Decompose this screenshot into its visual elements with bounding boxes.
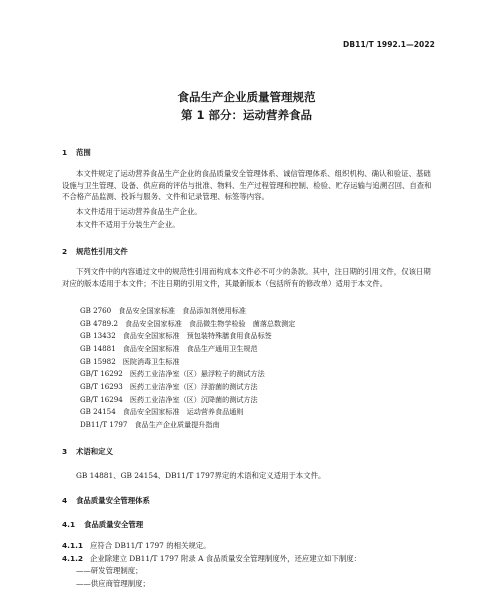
- subsection-4-1-heading: [62, 519, 143, 530]
- references-intro: 下列文件中的内容通过文中的规范性引用而构成本文件必不可少的条款。其中，注日期的引用文件，仅该日期对应的版本适用于本文件；不注日期的引用文件，其最新版本（包括所有的修改单）适用于本文件。: [62, 267, 431, 288]
- scope-applicability: 本文件适用于运动营养食品生产企业。: [76, 207, 202, 216]
- reference-item: GB/T 16292 医药工业洁净室（区）悬浮粒子的测试方法: [80, 369, 265, 378]
- reference-item: DB11/T 1797 食品生产企业质量提升指南: [80, 420, 220, 429]
- clause-4-1-2: [62, 553, 361, 564]
- scope-paragraph: 本文件规定了运动营养食品生产企业的食品质量安全管理体系、诚信管理体系、组织机构、确认和验证、基础设施与卫生管理、设备、供应商的评估与批准、物料、生产过程管理和控制、检验、贮存运输与追溯召回、自查和不合格产品监测、投诉与服务、文件和记录管理、标签等内容。: [62, 169, 432, 201]
- section-title: 范围: [76, 148, 91, 157]
- terms-paragraph: GB 14881、GB 24154、DB11/T 1797界定的术语和定义适用于本文件。: [76, 471, 326, 480]
- reference-item: GB/T 16293 医药工业洁净室（区）浮游菌的测试方法: [80, 382, 258, 391]
- reference-item: GB/T 16294 医药工业洁净室（区）沉降菌的测试方法: [80, 395, 258, 404]
- section-number: 1: [62, 148, 68, 157]
- section-number: 3: [62, 447, 68, 456]
- section-title: 食品质量安全管理体系: [76, 496, 150, 505]
- clause-text: 应符合 DB11/T 1797 的相关规定。: [90, 541, 211, 550]
- clause-number: 4.1.1: [62, 541, 84, 550]
- subsection-number: 4.1: [62, 520, 76, 529]
- section-number: 4: [62, 496, 68, 505]
- reference-item: GB 24154 食品安全国家标准 运动营养食品通则: [80, 407, 244, 416]
- reference-item: GB 15982 医院消毒卫生标准: [80, 357, 180, 366]
- section-title: 术语和定义: [76, 447, 113, 456]
- subsection-title: 食品质量安全管理: [84, 520, 144, 529]
- section-2-heading: [62, 246, 128, 257]
- reference-item: GB 13432 食品安全国家标准 预包装特殊膳食用食品标签: [80, 331, 272, 340]
- scope-exclusion: 本文件不适用于分装生产企业。: [76, 220, 180, 229]
- list-item: ——研发管理制度；: [76, 566, 143, 575]
- document-title: 食品生产企业质量管理规范: [177, 90, 316, 104]
- section-title: 规范性引用文件: [76, 247, 128, 256]
- standard-code: DB11/T 1992.1—2022: [343, 40, 435, 49]
- clause-text: 企业除建立 DB11/T 1797 附录 A 食品质量安全管理制度外，还应建立如下制度：: [90, 554, 362, 563]
- reference-item: GB 4789.2 食品安全国家标准 食品微生物学检验 菌落总数测定: [80, 319, 296, 328]
- section-3-heading: [62, 446, 113, 457]
- reference-item: GB 2760 食品安全国家标准 食品添加剂使用标准: [80, 306, 246, 315]
- section-4-heading: [62, 495, 150, 506]
- clause-number: 4.1.2: [62, 554, 84, 563]
- reference-item: GB 14881 食品安全国家标准 食品生产通用卫生规范: [80, 344, 258, 353]
- list-item: ——供应商管理制度；: [76, 579, 150, 588]
- section-1-heading: [62, 147, 91, 158]
- clause-4-1-1: [62, 540, 211, 551]
- document-subtitle: 第 1 部分：运动营养食品: [180, 108, 312, 122]
- section-number: 2: [62, 247, 68, 256]
